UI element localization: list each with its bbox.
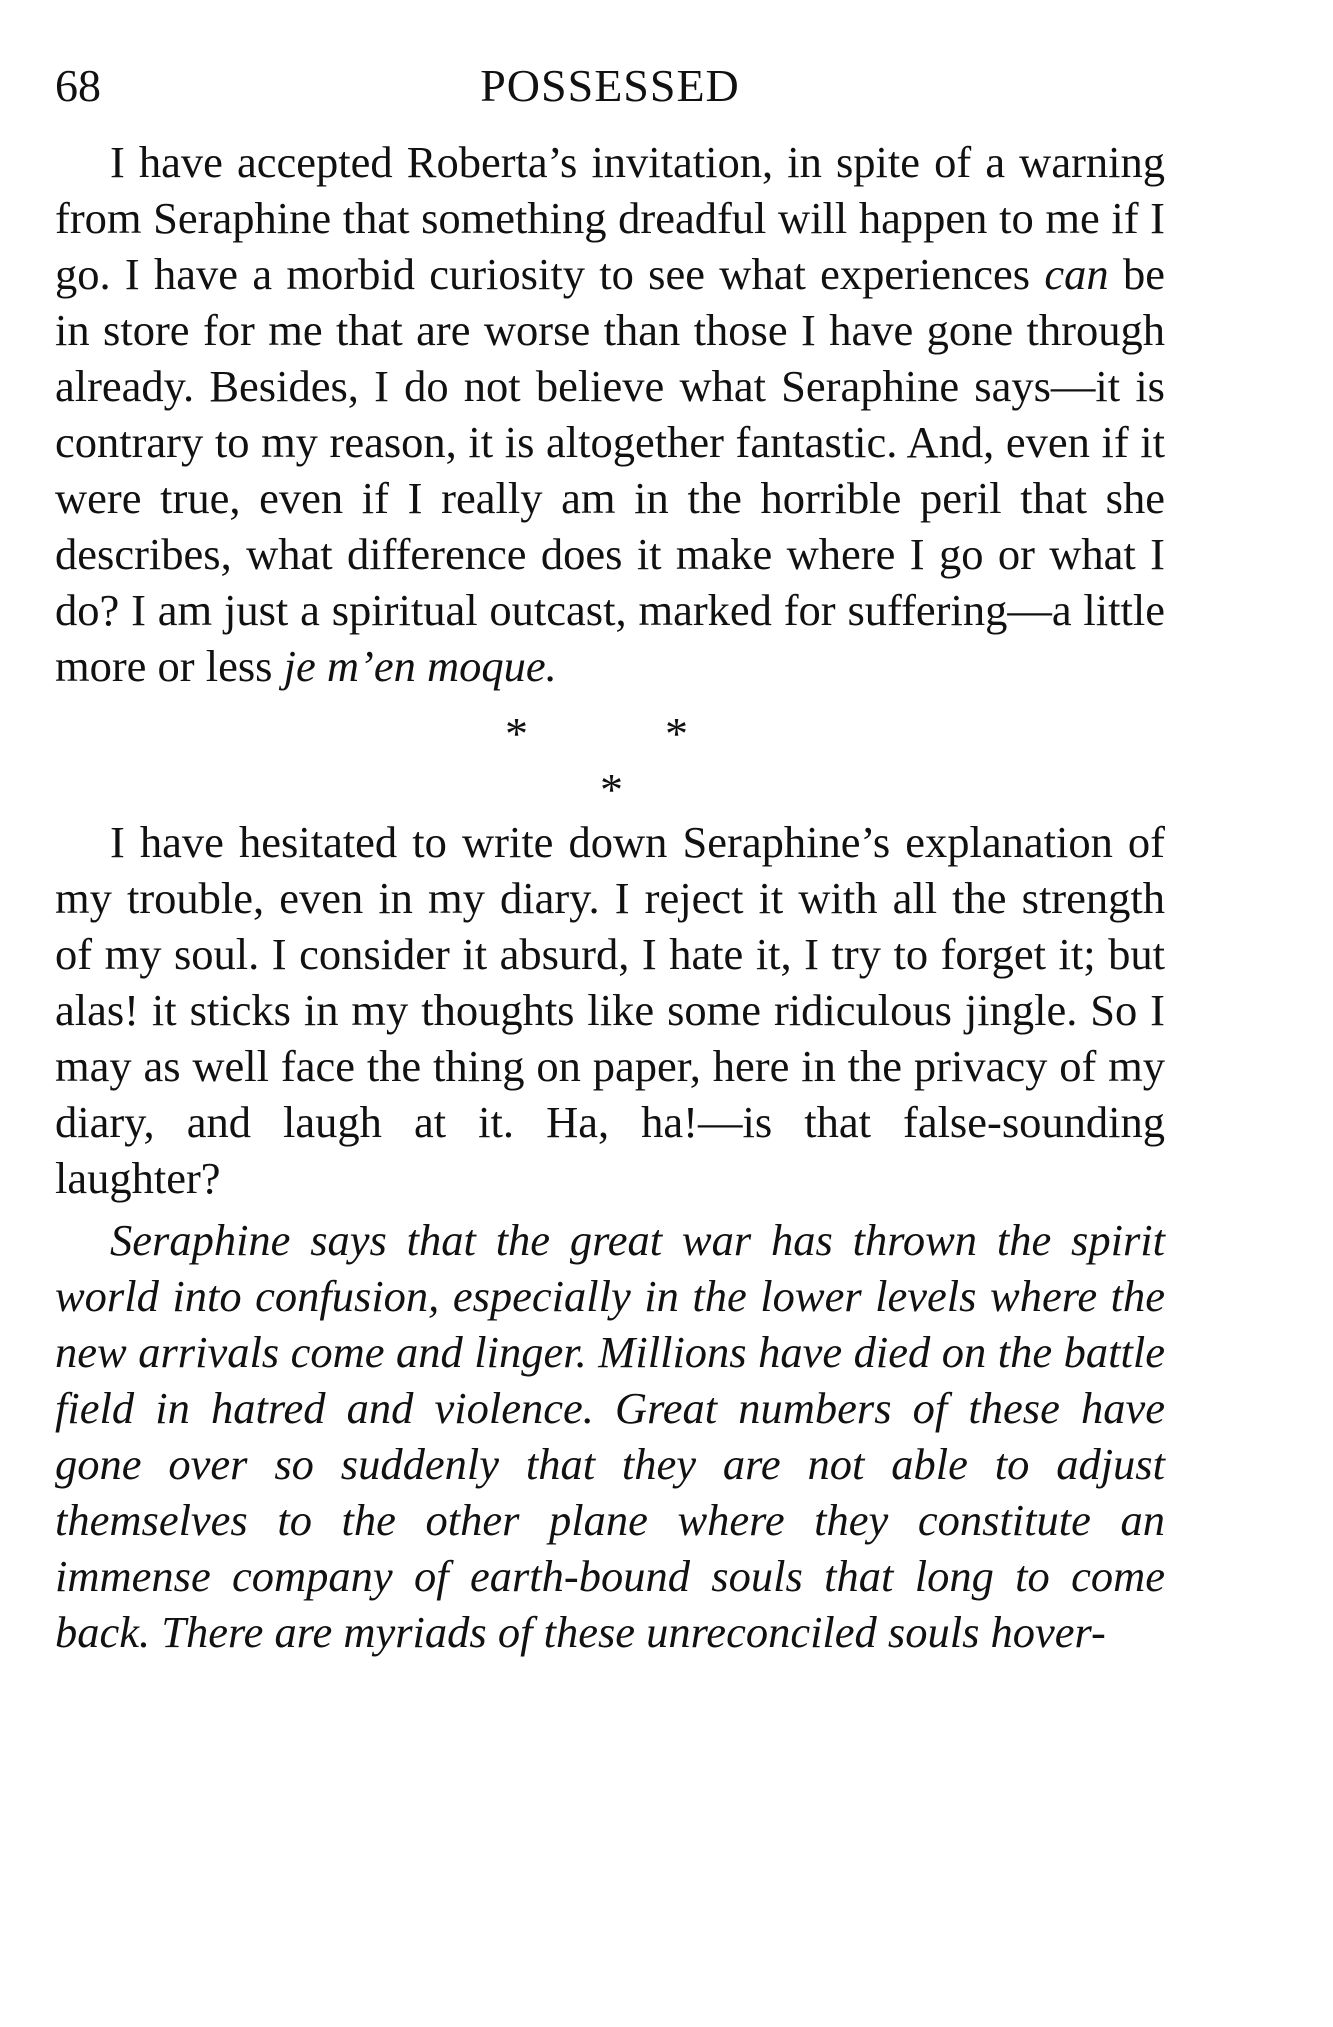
asterisk: * (665, 708, 688, 759)
body-text (55, 134, 1165, 1660)
italic-phrase: je m’en moque. (283, 641, 557, 691)
running-title: POSSESSED (480, 60, 740, 111)
page-header (55, 58, 1165, 114)
paragraph-invitation (55, 134, 1165, 694)
asterisk: * (505, 708, 528, 759)
italic-emphasis: can (1044, 249, 1109, 299)
section-break (55, 694, 1165, 815)
page-number: 68 (55, 60, 101, 111)
asterisk: * (600, 764, 623, 815)
paragraph-text: I have accepted Roberta’s invitation, in spite of a warning from Seraphine that something dreadful will happen to me if I go. I have a morbid curiosity to see what experiences (55, 137, 1165, 299)
paragraph-italic-quote: Seraphine says that the great war has thrown the spirit world into confusion, especially in the lower levels where the new arrivals come and linger. Millions have died on the battle field in hatred and violence. Great numbers of these have gone over so suddenly that they are not able to adjust themselves to the other plane where they constitute an immense company of earth-bound souls that long to come back. There are myriads of these unreconciled souls hover- (55, 1215, 1165, 1657)
paragraph-explanation: I have hesitated to write down Seraphine’s explanation of my trouble, even in my diary. I reject it with all the strength of my soul. I consider it absurd, I hate it, I try to forget it; but alas! it sticks in my thoughts like some ridiculous jingle. So I may as well face the thing on paper, here in the privacy of my diary, and laugh at it. Ha, ha!—is that false-sounding laughter? (55, 817, 1165, 1203)
book-page (55, 58, 1165, 1660)
paragraph-text: be in store for me that are worse than those I have gone through already. Besides, I do not believe what Seraphine says—it is contrary to my reason, it is altogether fantastic. And, even if it were true, even if I really am in the horrible peril that she describes, what difference does it make where I go or what I do? I am just a spiritual outcast, marked for suffering—a little more or less (55, 249, 1165, 691)
